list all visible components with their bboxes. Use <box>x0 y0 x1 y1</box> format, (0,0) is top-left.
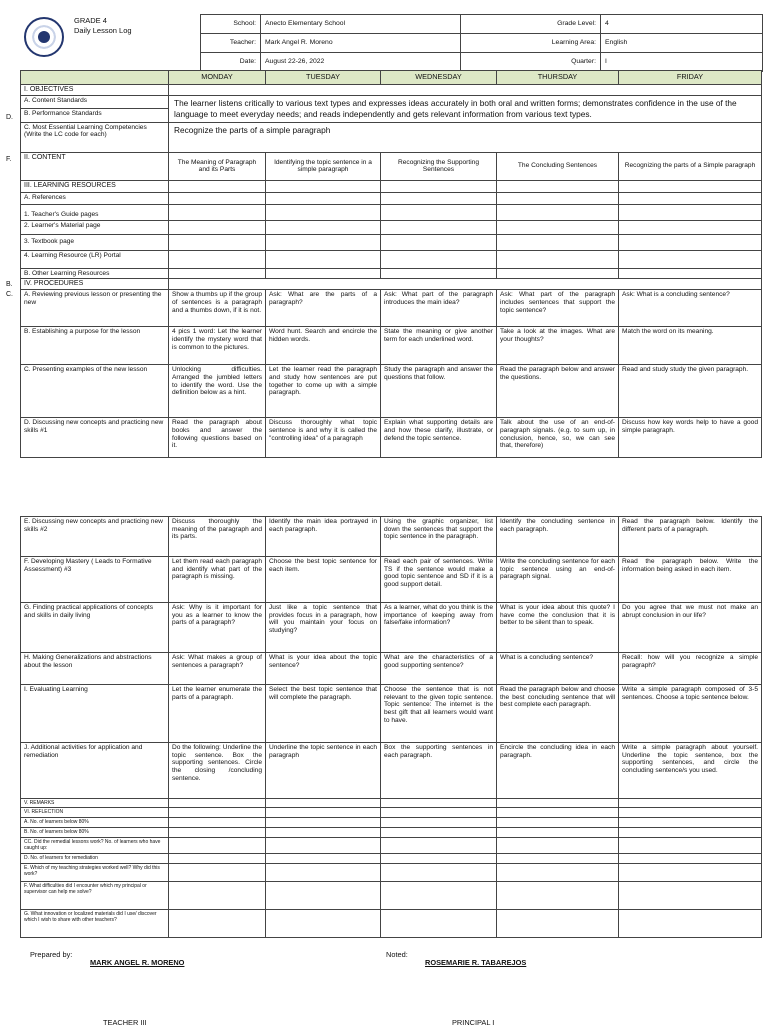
date-value: August 22-26, 2022 <box>261 53 461 72</box>
day-header-blank <box>21 71 169 85</box>
blank-cell <box>497 828 619 838</box>
blank-cell <box>619 268 762 279</box>
procedure-j-thursday: Encircle the concluding idea in each paragraph. <box>497 743 619 799</box>
header-info-table <box>200 14 763 72</box>
side-letter-c: C. <box>6 291 13 298</box>
procedure-b-label: B. Establishing a purpose for the lesson <box>21 327 169 365</box>
procedure-e-tuesday: Identify the main idea portrayed in each paragraph. <box>266 517 381 557</box>
blank-cell <box>619 864 762 882</box>
blank-cell <box>497 192 619 204</box>
blank-cell <box>619 882 762 910</box>
procedure-f-monday: Let them read each paragraph and identify what part of the paragraph is missing. <box>169 557 266 603</box>
blank-cell <box>169 220 266 234</box>
references-label: A. References <box>21 192 169 204</box>
procedure-e-wednesday: Using the graphic organizer, list down the sentences that support the topic sentence in the paragraph. <box>381 517 497 557</box>
date-label: Date: <box>201 53 261 72</box>
blank-cell <box>619 204 762 220</box>
blank-cell <box>169 910 266 938</box>
procedure-h-monday: Ask: What makes a group of sentences a paragraph? <box>169 653 266 685</box>
blank-cell <box>497 910 619 938</box>
blank-cell <box>619 220 762 234</box>
procedure-g-friday: Do you agree that we must not make an abrupt conclusion in our life? <box>619 603 762 653</box>
blank-cell <box>169 808 266 818</box>
blank-cell <box>497 204 619 220</box>
procedure-i-label: I. Evaluating Learning <box>21 685 169 743</box>
school-label: School: <box>201 15 261 34</box>
procedure-f-tuesday: Choose the best topic sentence for each item. <box>266 557 381 603</box>
blank-cell <box>381 882 497 910</box>
objectives-heading: I. OBJECTIVES <box>21 85 169 96</box>
procedure-b-tuesday: Word hunt. Search and encircle the hidden words. <box>266 327 381 365</box>
blank-cell <box>619 799 762 808</box>
reflection-row-a: A. No. of learners below 80% <box>21 818 169 828</box>
blank-cell <box>169 854 266 864</box>
standards-text: The learner listens critically to various text types and expresses ideas accurately in both oral and written forms; demonstrates confidence in the use of the language to meet everyday needs; and reads independently and gets relevant information from various text types. <box>169 96 762 123</box>
procedure-d-thursday: Talk about the use of an end-of-paragraph signals. (e.g. to sum up, in conclusion, hence, so, we can see that, therefore) <box>497 418 619 458</box>
procedure-c-monday: Unlocking difficulties. Arranged the jumbled letters to identify the word. Use the definition below as a hint. <box>169 365 266 418</box>
blank-cell <box>619 854 762 864</box>
procedure-c-wednesday: Study the paragraph and answer the questions that follow. <box>381 365 497 418</box>
content-cell-thursday: The Concluding Sentences <box>497 152 619 180</box>
blank-cell <box>381 234 497 250</box>
reflection-row-f: F. What difficulties did I encounter which my principal or supervisor can help me solve? <box>21 882 169 910</box>
blank-cell <box>266 910 381 938</box>
procedure-d-monday: Read the paragraph about books and answer the following questions based on it. <box>169 418 266 458</box>
blank-cell <box>619 234 762 250</box>
procedure-c-label: C. Presenting examples of the new lesson <box>21 365 169 418</box>
content-cell-friday: Recognizing the parts of a Simple paragraph <box>619 152 762 180</box>
blank-cell <box>266 808 381 818</box>
procedures-heading-blank <box>169 279 762 290</box>
learning-area-label: Learning Area: <box>461 34 601 53</box>
blank-cell <box>169 268 266 279</box>
procedure-a-friday: Ask: What is a concluding sentence? <box>619 290 762 327</box>
grade-level-value: 4 <box>601 15 763 34</box>
blank-cell <box>619 250 762 268</box>
blank-cell <box>497 234 619 250</box>
preparer-title: TEACHER III <box>103 1018 147 1027</box>
blank-cell <box>169 818 266 828</box>
reflection-row-d: D. No. of learners for remediation <box>21 854 169 864</box>
noted-label: Noted: <box>386 950 408 959</box>
textbook-label: 3. Textbook page <box>21 234 169 250</box>
deped-seal-icon <box>24 17 64 57</box>
noter-name: ROSEMARIE R. TABAREJOS <box>425 958 527 967</box>
blank-cell <box>381 854 497 864</box>
blank-cell <box>497 250 619 268</box>
blank-cell <box>169 799 266 808</box>
blank-cell <box>619 192 762 204</box>
reflection-row-g: G. What innovation or localized materials did I use/ discover which I wish to share with other teachers? <box>21 910 169 938</box>
procedure-g-wednesday: As a learner, what do you think is the importance of keeping away from false/fake information? <box>381 603 497 653</box>
content-cell-tuesday: Identifying the topic sentence in a simple paragraph <box>266 152 381 180</box>
blank-cell <box>381 192 497 204</box>
procedure-e-label: E. Discussing new concepts and practicing new skills #2 <box>21 517 169 557</box>
side-letter-b: B. <box>6 281 13 288</box>
reflection-row-c: CC. Did the remedial lessons work? No. of learners who have caught up: <box>21 838 169 854</box>
school-value: Anecto Elementary School <box>261 15 461 34</box>
procedure-b-friday: Match the word on its meaning. <box>619 327 762 365</box>
blank-cell <box>497 268 619 279</box>
teacher-value: Mark Angel R. Moreno <box>261 34 461 53</box>
blank-cell <box>266 838 381 854</box>
blank-cell <box>266 854 381 864</box>
lesson-plan-table-page-2 <box>20 516 762 938</box>
procedure-c-friday: Read and study study the given paragraph. <box>619 365 762 418</box>
blank-cell <box>169 180 266 192</box>
blank-cell <box>497 818 619 828</box>
blank-cell <box>381 204 497 220</box>
blank-cell <box>381 250 497 268</box>
blank-cell <box>381 268 497 279</box>
procedure-d-friday: Discuss how key words help to have a good simple paragraph. <box>619 418 762 458</box>
blank-cell <box>266 234 381 250</box>
procedure-a-monday: Show a thumbs up if the group of sentences is a paragraph and a thumbs down, if it is not. <box>169 290 266 327</box>
blank-cell <box>381 808 497 818</box>
blank-cell <box>497 220 619 234</box>
blank-cell <box>266 799 381 808</box>
blank-cell <box>619 838 762 854</box>
reflection-row-e: E. Which of my teaching strategies worked well? Why did this work? <box>21 864 169 882</box>
remarks-heading: V. REMARKS <box>21 799 169 808</box>
blank-cell <box>497 854 619 864</box>
blank-cell <box>266 220 381 234</box>
blank-cell <box>381 180 497 192</box>
procedure-b-wednesday: State the meaning or give another term for each underlined word. <box>381 327 497 365</box>
quarter-label: Quarter: <box>461 53 601 72</box>
procedure-i-tuesday: Select the best topic sentence that will complete the paragraph. <box>266 685 381 743</box>
blank-cell <box>381 838 497 854</box>
blank-cell <box>497 838 619 854</box>
procedure-i-monday: Let the learner enumerate the parts of a paragraph. <box>169 685 266 743</box>
procedure-e-thursday: Identify the concluding sentence in each paragraph. <box>497 517 619 557</box>
procedure-f-thursday: Write the concluding sentence for each topic sentence using an end-of-paragraph signal. <box>497 557 619 603</box>
learners-material-label: 2. Learner's Material page <box>21 220 169 234</box>
procedure-f-label: F. Developing Mastery ( Leads to Formative Assessment) #3 <box>21 557 169 603</box>
noter-title: PRINCIPAL I <box>452 1018 495 1027</box>
blank-cell <box>266 882 381 910</box>
grade-level-label: Grade Level: <box>461 15 601 34</box>
procedure-a-thursday: Ask: What part of the paragraph includes sentences that support the topic sentence? <box>497 290 619 327</box>
procedure-h-wednesday: What are the characteristics of a good supporting sentence? <box>381 653 497 685</box>
procedure-d-tuesday: Discuss thoroughly what topic sentence is and why it is called the "controlling idea" of a paragraph <box>266 418 381 458</box>
content-heading: II. CONTENT <box>21 152 169 180</box>
blank-cell <box>619 180 762 192</box>
blank-cell <box>169 250 266 268</box>
blank-cell <box>381 799 497 808</box>
procedure-j-friday: Write a simple paragraph about yourself. Underline the topic sentence, box the supporting sentences, and circle the concluding sentence/s you used. <box>619 743 762 799</box>
blank-cell <box>619 828 762 838</box>
learning-area-value: English <box>601 34 763 53</box>
procedure-j-wednesday: Box the supporting sentences in each paragraph. <box>381 743 497 799</box>
blank-cell <box>169 864 266 882</box>
blank-cell <box>266 204 381 220</box>
day-header-monday: MONDAY <box>169 71 266 85</box>
content-standards-label: A. Content Standards <box>21 96 169 109</box>
procedure-a-tuesday: Ask: What are the parts of a paragraph? <box>266 290 381 327</box>
procedure-g-monday: Ask: Why is it important for you as a learner to know the parts of a paragraph? <box>169 603 266 653</box>
procedure-g-tuesday: Just like a topic sentence that provides focus in a paragraph, how will you maintain your focus on studying? <box>266 603 381 653</box>
procedure-e-friday: Read the paragraph below. Identify the different parts of a paragraph. <box>619 517 762 557</box>
teachers-guide-label: 1. Teacher's Guide pages <box>21 204 169 220</box>
lesson-log-header <box>20 14 760 66</box>
procedure-a-label: A. Reviewing previous lesson or presenting the new <box>21 290 169 327</box>
grade-title: GRADE 4 <box>74 16 107 25</box>
objectives-heading-blank <box>169 85 762 96</box>
blank-cell <box>619 910 762 938</box>
blank-cell <box>266 818 381 828</box>
blank-cell <box>266 864 381 882</box>
reflection-row-b: B. No. of learners below 80% <box>21 828 169 838</box>
blank-cell <box>266 192 381 204</box>
day-header-friday: FRIDAY <box>619 71 762 85</box>
procedure-d-wednesday: Explain what supporting details are and how these clarify, illustrate, or defend the topic sentence. <box>381 418 497 458</box>
procedure-c-thursday: Read the paragraph below and answer the questions. <box>497 365 619 418</box>
procedure-f-wednesday: Read each pair of sentences. Write TS if the sentence would make a good topic sentence and SD if it is a good support detail. <box>381 557 497 603</box>
blank-cell <box>497 864 619 882</box>
blank-cell <box>619 808 762 818</box>
prepared-by-label: Prepared by: <box>30 950 73 959</box>
resources-heading: III. LEARNING RESOURCES <box>21 180 169 192</box>
quarter-value: I <box>601 53 763 72</box>
procedure-j-tuesday: Underline the topic sentence in each paragraph <box>266 743 381 799</box>
procedure-i-friday: Write a simple paragraph composed of 3-5 sentences. Choose a topic sentence below. <box>619 685 762 743</box>
lr-portal-label: 4. Learning Resource (LR) Portal <box>21 250 169 268</box>
blank-cell <box>169 234 266 250</box>
blank-cell <box>266 250 381 268</box>
blank-cell <box>381 910 497 938</box>
procedure-g-thursday: What is your idea about this quote? I have come the conclusion that it is better to be silent than to speak. <box>497 603 619 653</box>
blank-cell <box>497 180 619 192</box>
content-cell-wednesday: Recognizing the Supporting Sentences <box>381 152 497 180</box>
blank-cell <box>266 268 381 279</box>
procedure-i-wednesday: Choose the sentence that is not relevant to the given topic sentence. Topic sentence: The internet is the best gift that all learners would want to have. <box>381 685 497 743</box>
title-block <box>74 16 132 36</box>
side-letter-f: F. <box>6 156 12 163</box>
teacher-label: Teacher: <box>201 34 261 53</box>
procedure-e-monday: Discuss thoroughly the meaning of the paragraph and its parts. <box>169 517 266 557</box>
blank-cell <box>169 882 266 910</box>
blank-cell <box>619 818 762 828</box>
blank-cell <box>381 828 497 838</box>
blank-cell <box>266 180 381 192</box>
other-resources-label: B. Other Learning Resources <box>21 268 169 279</box>
procedure-h-friday: Recall: how will you recognize a simple paragraph? <box>619 653 762 685</box>
procedure-b-monday: 4 pics 1 word: Let the learner identify the mystery word that is common to the pictures. <box>169 327 266 365</box>
competencies-text: Recognize the parts of a simple paragraph <box>169 122 762 152</box>
procedure-a-wednesday: Ask: What part of the paragraph introduces the main idea? <box>381 290 497 327</box>
blank-cell <box>381 818 497 828</box>
procedure-i-thursday: Read the paragraph below and choose the best concluding sentence that will best complete each paragraph. <box>497 685 619 743</box>
blank-cell <box>169 828 266 838</box>
side-letter-d: D. <box>6 114 13 121</box>
blank-cell <box>497 882 619 910</box>
procedure-j-label: J. Additional activities for application and remediation <box>21 743 169 799</box>
procedure-f-friday: Read the paragraph below. Write the information being asked in each item. <box>619 557 762 603</box>
blank-cell <box>381 220 497 234</box>
blank-cell <box>169 204 266 220</box>
competencies-label: C. Most Essential Learning Competencies (Write the LC code for each) <box>21 122 169 152</box>
day-header-wednesday: WEDNESDAY <box>381 71 497 85</box>
procedure-h-label: H. Making Generalizations and abstractions about the lesson <box>21 653 169 685</box>
reflection-heading: VI. REFLECTION <box>21 808 169 818</box>
preparer-name: MARK ANGEL R. MORENO <box>90 958 185 967</box>
procedure-d-label: D. Discussing new concepts and practicing new skills #1 <box>21 418 169 458</box>
performance-standards-label: B. Performance Standards <box>21 108 169 122</box>
day-header-thursday: THURSDAY <box>497 71 619 85</box>
blank-cell <box>497 808 619 818</box>
procedure-h-thursday: What is a concluding sentence? <box>497 653 619 685</box>
procedure-h-tuesday: What is your idea about the topic sentence? <box>266 653 381 685</box>
blank-cell <box>381 864 497 882</box>
blank-cell <box>169 192 266 204</box>
log-title: Daily Lesson Log <box>74 25 132 35</box>
procedures-heading: IV. PROCEDURES <box>21 279 169 290</box>
blank-cell <box>497 799 619 808</box>
blank-cell <box>169 838 266 854</box>
lesson-plan-table-page-1 <box>20 70 762 458</box>
blank-cell <box>266 828 381 838</box>
day-header-tuesday: TUESDAY <box>266 71 381 85</box>
procedure-j-monday: Do the following: Underline the topic sentence. Box the supporting sentences. Circle the closing /concluding sentence. <box>169 743 266 799</box>
procedure-b-thursday: Take a look at the images. What are your thoughts? <box>497 327 619 365</box>
procedure-c-tuesday: Let the learner read the paragraph and study how sentences are put together to come up with a simple paragraph. <box>266 365 381 418</box>
content-cell-monday: The Meaning of Paragraph and its Parts <box>169 152 266 180</box>
procedure-g-label: G. Finding practical applications of concepts and skills in daily living <box>21 603 169 653</box>
